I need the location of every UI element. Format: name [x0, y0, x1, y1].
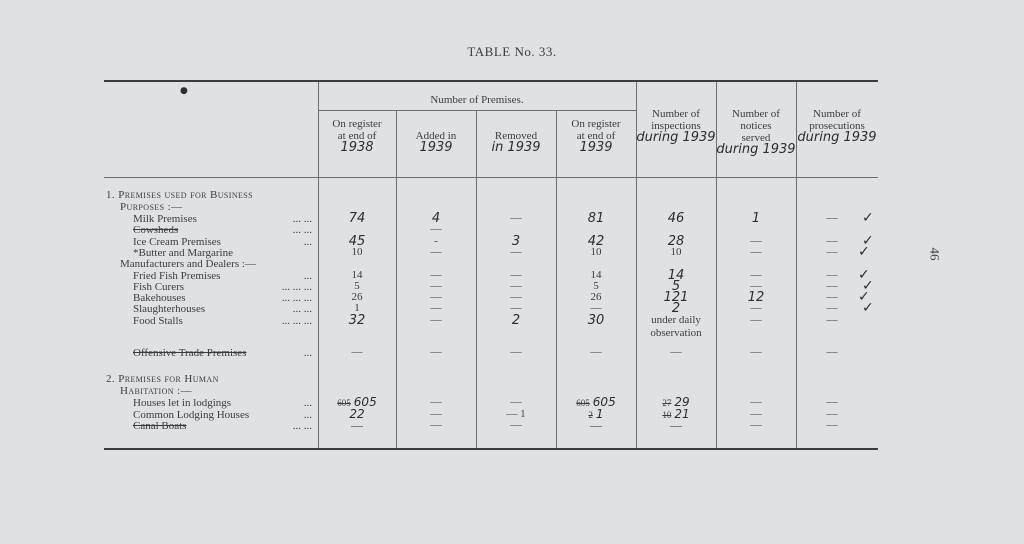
leader-dots: ... [303, 269, 312, 282]
table-cell: 5 [671, 278, 681, 294]
section-heading: Habitation :— [120, 385, 192, 397]
table-cell: 1 [751, 211, 761, 226]
tick-mark: ✓ [862, 232, 874, 249]
struck-value: 27 [662, 398, 672, 408]
table-cell: — [826, 268, 838, 281]
table-value: 21 [674, 406, 690, 421]
table-cell: 10 [351, 245, 363, 258]
struck-value: 605 [576, 398, 590, 408]
table-cell: 32 [348, 312, 366, 328]
row-label: Slaughterhouses [133, 303, 206, 316]
table-cell: — [826, 396, 838, 408]
table-cell: — [750, 346, 762, 359]
table-cell: — [826, 245, 838, 258]
leader-dots: ... [303, 347, 312, 360]
table-cell: — [430, 407, 442, 420]
table-cell: 14 [590, 268, 602, 281]
row-label: Fish Curers [133, 280, 185, 293]
table-cell: 26 [351, 291, 363, 304]
table-cell: 46 [667, 211, 685, 226]
table-cell: — [826, 279, 838, 292]
tick-mark: ✓ [862, 300, 874, 317]
table-cell: — [590, 346, 602, 359]
table-cell [636, 420, 716, 432]
table-value: 1 [595, 406, 604, 421]
table-cell: — [826, 419, 838, 431]
table-cell: 42 [587, 233, 605, 249]
table-cell: — [510, 302, 522, 315]
col-header-removed: Removed in 1939 [491, 130, 541, 155]
row-label: Milk Premises [133, 213, 197, 225]
table-cell: observation [650, 327, 702, 339]
row-label: Offensive Trade Premises [133, 347, 247, 360]
table-cell: — [826, 302, 838, 315]
table-cell: 26 [590, 291, 602, 304]
tick-mark: ✓ [862, 277, 874, 294]
col-header-reg1939: On register at end of 1939 [571, 118, 621, 155]
row-label: Common Lodging Houses [133, 408, 250, 421]
table-cell: 5 [593, 279, 599, 292]
row-label: Fried Fish Premises [133, 269, 221, 282]
table-cell: 10 [670, 245, 682, 258]
table-cell: — [826, 234, 838, 247]
table-cell: — [750, 396, 762, 408]
table-cell: 12 [747, 290, 765, 306]
table-cell: — [750, 234, 762, 247]
col-header-inspections: Number of inspections during 1939 [636, 108, 716, 145]
table-cell: — [430, 346, 442, 359]
col-header-reg1938: On register at end of 1938 [332, 118, 382, 155]
table-cell: 28 [667, 233, 685, 249]
table-cell: 2 [511, 312, 521, 328]
leader-dots: ... [303, 235, 312, 248]
table-cell: — [510, 245, 522, 258]
table-cell: — [430, 268, 442, 281]
table-cell: — [510, 268, 522, 281]
table-cell: — [750, 245, 762, 258]
table-value: — [351, 418, 363, 432]
struck-value: 2 [588, 409, 593, 420]
table-cell: — [750, 302, 762, 315]
table-cell: — [430, 279, 442, 292]
tick-mark: ✓ [858, 243, 870, 260]
leader-dots: ... [303, 408, 312, 421]
table-cell: 45 [348, 233, 366, 249]
leader-dots: ... [303, 397, 312, 409]
table-cell: — [826, 212, 838, 224]
table-cell: 81 [587, 211, 605, 226]
leader-dots: ... ... ... [281, 292, 312, 305]
table-cell: — [430, 419, 442, 431]
tick-mark: ✓ [858, 289, 870, 306]
leader-dots: ... ... [292, 224, 312, 237]
table-value: 605 [353, 395, 377, 409]
leader-dots: ... ... [292, 213, 312, 225]
table-cell: — [826, 346, 838, 359]
header-bottom-rule [104, 177, 878, 178]
table-cell: — [510, 419, 522, 431]
table-cell: 14 [667, 267, 685, 283]
bullet-mark: ● [180, 86, 188, 96]
table-cell: — [430, 291, 442, 304]
col-header-added: Added in 1939 [415, 130, 457, 155]
struck-value: 10 [662, 409, 672, 420]
table-cell: 3 [511, 233, 521, 249]
table-value: 29 [674, 395, 690, 409]
row-label: Bakehouses [133, 292, 186, 305]
row-label: Food Stalls [133, 314, 183, 327]
table-value: — [590, 418, 602, 432]
table-cell: 1 [354, 302, 360, 315]
table-cell: — [510, 396, 522, 408]
row-label: Canal Boats [133, 420, 187, 432]
table-cell: — [430, 313, 442, 326]
bottom-rule [104, 448, 878, 450]
col-header-notices: Number of notices served during 1939 [716, 108, 796, 157]
row-label: Cowsheds [133, 224, 179, 237]
table-value: 605 [592, 395, 616, 409]
top-rule [104, 80, 878, 82]
table-cell: — [750, 407, 762, 420]
table-cell: 30 [587, 312, 605, 328]
leader-dots: ... ... ... [281, 280, 312, 293]
row-label: *Butter and Margarine [133, 246, 233, 259]
table-cell: — [510, 279, 522, 292]
table-cell: — [826, 407, 838, 420]
table-cell: — [750, 279, 762, 292]
tick-mark: ✓ [862, 210, 874, 226]
group-header-rule [318, 110, 636, 111]
table-cell: 5 [354, 279, 360, 292]
table-cell: — [510, 346, 522, 359]
table-cell: — [670, 346, 682, 359]
leader-dots: ... ... ... [281, 314, 312, 327]
section-heading: Purposes :— [120, 201, 183, 213]
row-label: Ice Cream Premises [133, 235, 221, 248]
table-cell: — [826, 291, 838, 304]
group-header: Number of Premises. [430, 94, 524, 106]
table-cell: — [351, 346, 363, 359]
table-cell: — [430, 245, 442, 258]
leader-dots: ... ... [292, 303, 312, 316]
table-cell: 74 [348, 211, 366, 226]
tick-mark: ✓ [858, 266, 870, 283]
table-cell: 121 [663, 290, 689, 306]
table-cell: 10 [590, 245, 602, 258]
table-cell: — [750, 268, 762, 281]
table-cell: — [510, 212, 522, 224]
table-title: TABLE No. 33. [467, 44, 557, 59]
section-heading: 1. Premises used for Business [106, 189, 253, 201]
leader-dots: ... ... [292, 420, 312, 432]
table-cell: — [430, 223, 442, 236]
table-cell: — [430, 396, 442, 408]
table-cell: 4 [431, 211, 441, 226]
table-cell: — [430, 302, 442, 315]
row-label: Houses let in lodgings [133, 397, 232, 409]
table-cell: — [510, 291, 522, 304]
table-cell: — [826, 313, 838, 326]
col-header-prosecutions: Number of prosecutions during 1939 [797, 108, 877, 145]
section-heading: 2. Premises for Human [106, 373, 219, 385]
page-number: 46 [927, 247, 943, 261]
table-cell: — 1 [506, 407, 526, 420]
table-cell: — [750, 419, 762, 431]
table-cell: 14 [351, 268, 363, 281]
table-value: — [670, 418, 682, 432]
table-cell [318, 420, 396, 432]
table-cell: 2 [671, 301, 681, 317]
table-cell: — [590, 302, 602, 315]
table-cell [556, 420, 636, 432]
table-cell: — [750, 313, 762, 326]
table-value: 22 [349, 406, 365, 421]
table-cell: - [434, 234, 438, 247]
table-cell: under daily [651, 313, 701, 326]
struck-value: 605 [337, 398, 351, 408]
row-label: Manufacturers and Dealers :— [120, 258, 256, 271]
